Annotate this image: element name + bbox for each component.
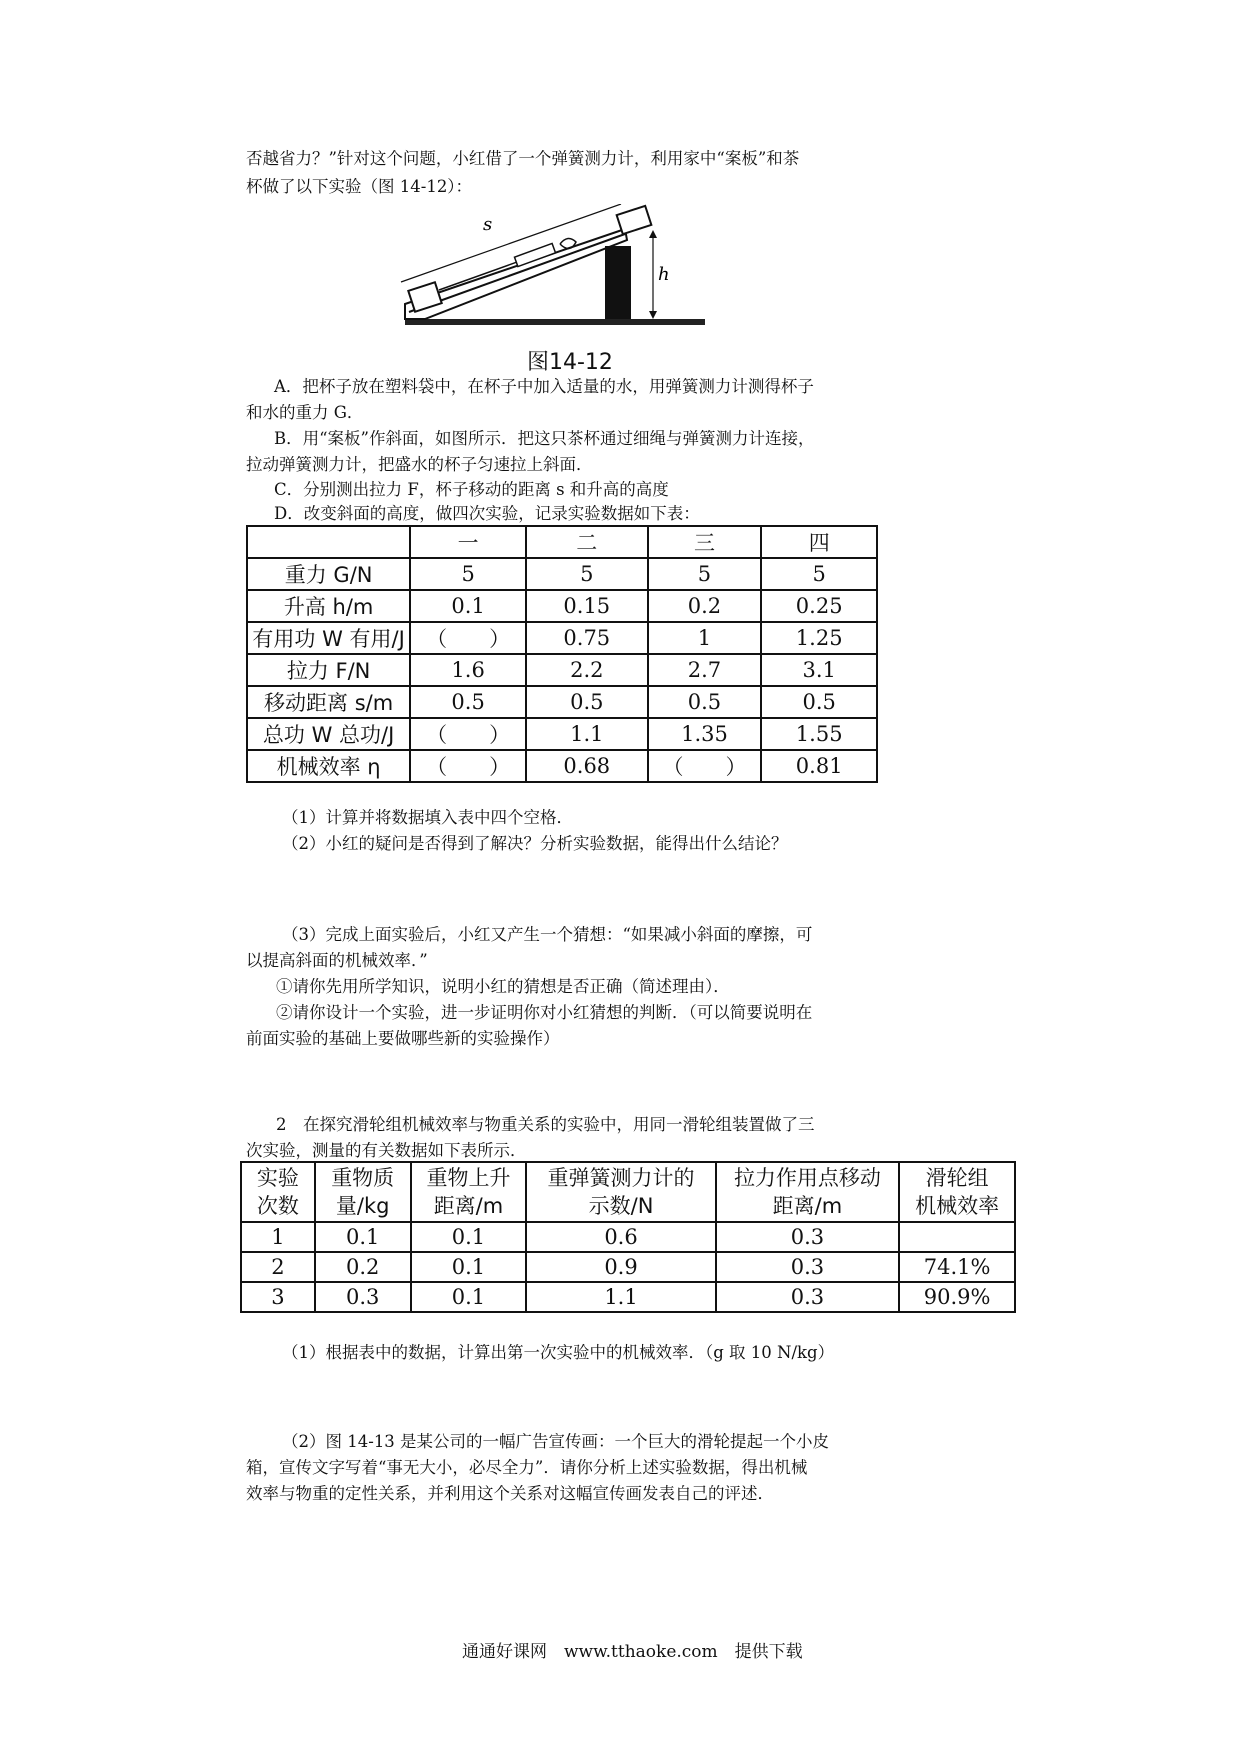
table-cell: 有用功 W 有用/J: [247, 622, 410, 654]
table-cell: 0.1: [410, 590, 526, 622]
table-cell: 0.2: [315, 1252, 411, 1282]
table-cell: 0.81: [761, 750, 877, 782]
table-row: [241, 1252, 1015, 1282]
table-header-row: [241, 1162, 1015, 1222]
table-cell: （ ）: [648, 750, 762, 782]
step-a-1: A．把杯子放在塑料袋中，在杯子中加入适量的水，用弹簧测力计测得杯子: [274, 377, 814, 396]
table-cell: 0.2: [648, 590, 762, 622]
ground: [405, 319, 705, 325]
table-cell: 0.1: [411, 1252, 527, 1282]
table-cell: （ ）: [410, 750, 526, 782]
q2-intro-2: 次实验，测量的有关数据如下表所示．: [246, 1141, 527, 1160]
table-row: [247, 558, 877, 590]
incline-data-table: [246, 525, 878, 783]
cup-upper: [617, 206, 652, 234]
table-cell: 0.1: [411, 1222, 527, 1252]
table-header-cell: 实验 次数: [241, 1162, 315, 1222]
table-cell: 0.5: [526, 686, 648, 718]
table-cell: 0.75: [526, 622, 648, 654]
table-header-cell: 拉力作用点移动 距离/m: [716, 1162, 899, 1222]
table-cell: 0.15: [526, 590, 648, 622]
table-cell: 0.5: [761, 686, 877, 718]
table-row: [247, 718, 877, 750]
table-row: [241, 1282, 1015, 1312]
q1-part-1: （1）计算并将数据填入表中四个空格．: [282, 808, 573, 827]
table-cell: 3.1: [761, 654, 877, 686]
table-cell: 移动距离 s/m: [247, 686, 410, 718]
table-cell: （ ）: [410, 718, 526, 750]
table-cell: 90.9%: [899, 1282, 1015, 1312]
step-b-2: 拉动弹簧测力计，把盛水的杯子匀速拉上斜面．: [246, 455, 593, 474]
table-header-cell: 滑轮组 机械效率: [899, 1162, 1015, 1222]
intro-line-1: 否越省力？”针对这个问题，小红借了一个弹簧测力计，利用家中“案板”和茶: [246, 149, 800, 168]
table-row: [247, 590, 877, 622]
table-cell: 3: [241, 1282, 315, 1312]
q1-part-2: （2）小红的疑问是否得到了解决？分析实验数据，能得出什么结论？: [282, 834, 788, 853]
step-d: D．改变斜面的高度，做四次实验，记录实验数据如下表：: [274, 504, 700, 523]
figure-caption: 图14-12: [527, 350, 613, 375]
table-cell: 1.1: [526, 718, 648, 750]
table-cell: 一: [410, 526, 526, 558]
step-b-1: B．用“案板”作斜面，如图所示．把这只茶杯通过细绳与弹簧测力计连接，: [274, 429, 815, 448]
table-row: [247, 622, 877, 654]
table-cell: 三: [648, 526, 762, 558]
table-cell: 1: [241, 1222, 315, 1252]
table-cell: 0.6: [526, 1222, 715, 1252]
table-cell: 0.68: [526, 750, 648, 782]
table-cell: 机械效率 η: [247, 750, 410, 782]
table-header-cell: 重物上升 距离/m: [411, 1162, 527, 1222]
support-block: [605, 246, 631, 319]
q1-part-3a: （3）完成上面实验后，小红又产生一个猜想：“如果减小斜面的摩擦，可: [282, 925, 813, 944]
table-cell: 总功 W 总功/J: [247, 718, 410, 750]
q1-part-3d: ②请你设计一个实验，进一步证明你对小红猜想的判断．（可以简要说明在: [276, 1003, 813, 1022]
q1-part-3e: 前面实验的基础上要做哪些新的实验操作）: [246, 1029, 560, 1048]
q2-part-1: （1）根据表中的数据，计算出第一次实验中的机械效率．（g 取 10 N/kg）: [282, 1343, 835, 1362]
table-cell: 0.1: [411, 1282, 527, 1312]
table-cell: 0.3: [716, 1252, 899, 1282]
step-c: C．分别测出拉力 F，杯子移动的距离 s 和升高的高度: [274, 480, 669, 499]
table-header-row: [247, 526, 877, 558]
intro-line-2: 杯做了以下实验（图 14-12）：: [246, 177, 473, 196]
q2-part-2c: 效率与物重的定性关系，并利用这个关系对这幅宣传画发表自己的评述．: [246, 1484, 774, 1503]
table-row: [247, 750, 877, 782]
table-cell: 5: [526, 558, 648, 590]
table-cell: 1.55: [761, 718, 877, 750]
table-cell: 重力 G/N: [247, 558, 410, 590]
table-cell: 1.1: [526, 1282, 715, 1312]
table-cell: 升高 h/m: [247, 590, 410, 622]
table-cell: 2.7: [648, 654, 762, 686]
table-cell: 0.3: [716, 1282, 899, 1312]
table-cell: 74.1%: [899, 1252, 1015, 1282]
q2-part-2a: （2）图 14-13 是某公司的一幅广告宣传画：一个巨大的滑轮提起一个小皮: [282, 1432, 830, 1451]
table-cell: 0.3: [315, 1282, 411, 1312]
table-cell: 0.3: [716, 1222, 899, 1252]
step-a-2: 和水的重力 G．: [246, 403, 364, 422]
table-cell: 1.35: [648, 718, 762, 750]
table-cell: 1.6: [410, 654, 526, 686]
pulley-data-table: [240, 1161, 1016, 1313]
table-cell: 2: [241, 1252, 315, 1282]
table-cell: 0.25: [761, 590, 877, 622]
page-footer: 通通好课网 www.tthaoke.com 提供下载: [462, 1642, 803, 1662]
table-cell: 5: [761, 558, 877, 590]
table-cell: 5: [410, 558, 526, 590]
q2-part-2b: 箱，宣传文字写着“事无大小，必尽全力”．请你分析上述实验数据，得出机械: [246, 1458, 808, 1477]
label-s: s: [483, 214, 493, 235]
table-cell: 5: [648, 558, 762, 590]
table-row: [241, 1222, 1015, 1252]
label-h: h: [658, 264, 670, 285]
table-header-cell: 重弹簧测力计的 示数/N: [526, 1162, 715, 1222]
q2-intro-1: 2 在探究滑轮组机械效率与物重关系的实验中，用同一滑轮组装置做了三: [276, 1115, 815, 1134]
table-cell: 2.2: [526, 654, 648, 686]
table-cell: 拉力 F/N: [247, 654, 410, 686]
incline-figure: [395, 204, 715, 334]
table-cell: [899, 1222, 1015, 1252]
table-cell: 1.25: [761, 622, 877, 654]
table-cell: （ ）: [410, 622, 526, 654]
table-row: [247, 686, 877, 718]
table-cell: 四: [761, 526, 877, 558]
table-cell: 1: [648, 622, 762, 654]
table-cell: [247, 526, 410, 558]
q1-part-3c: ①请你先用所学知识，说明小红的猜想是否正确（简述理由）．: [276, 977, 730, 996]
table-cell: 0.5: [410, 686, 526, 718]
table-cell: 0.5: [648, 686, 762, 718]
q1-part-3b: 以提高斜面的机械效率．”: [246, 951, 428, 970]
table-header-cell: 重物质 量/kg: [315, 1162, 411, 1222]
table-row: [247, 654, 877, 686]
table-cell: 二: [526, 526, 648, 558]
table-cell: 0.1: [315, 1222, 411, 1252]
table-cell: 0.9: [526, 1252, 715, 1282]
